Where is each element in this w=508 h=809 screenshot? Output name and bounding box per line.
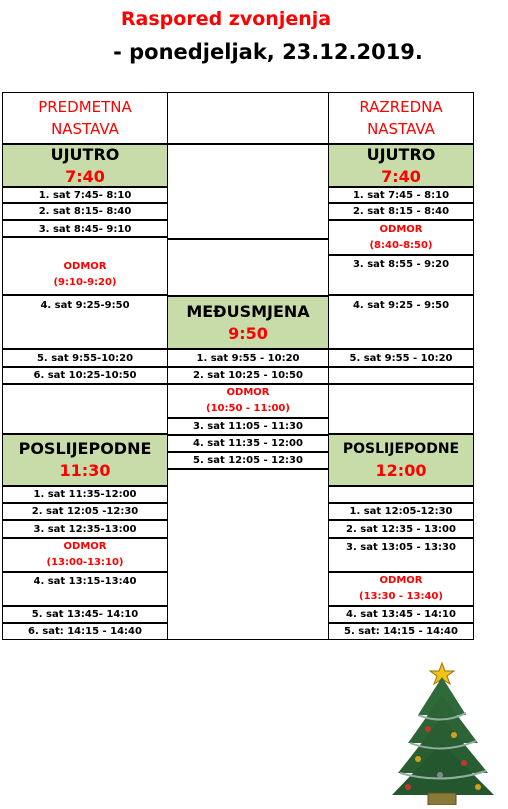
table-row: 4. sat 9:25 - 9:50 (328, 295, 474, 349)
table-row: 5. sat 13:45- 14:10 (2, 606, 168, 623)
razredna-morning-header: UJUTRO 7:40 (328, 144, 474, 187)
break-row: ODMOR (13:30 - 13:40) (328, 572, 474, 606)
table-row: 6. sat: 14:15 - 14:40 (2, 623, 168, 640)
table-row: 4. sat 11:35 - 12:00 (167, 435, 329, 452)
table-row: 2. sat 10:25 - 10:50 (167, 367, 329, 384)
table-row: 4. sat 13:45 - 14:10 (328, 606, 474, 623)
table-row: 4. sat 9:25-9:50 (2, 295, 168, 349)
table-row: 1. sat 7:45- 8:10 (2, 187, 168, 203)
table-row: 3. sat 12:35-13:00 (2, 520, 168, 538)
table-row: 4. sat 13:15-13:40 (2, 572, 168, 606)
empty-cell (167, 92, 329, 144)
table-row: 2. sat 12:35 - 13:00 (328, 520, 474, 538)
empty-cell (328, 367, 474, 384)
razredna-header: RAZREDNA NASTAVA (328, 92, 474, 144)
table-row: 1. sat 9:55 - 10:20 (167, 349, 329, 367)
break-row: ODMOR (8:40-8:50) (328, 220, 474, 255)
predmetna-header: PREDMETNA NASTAVA (2, 92, 168, 144)
empty-cell (167, 144, 329, 239)
medusmjena-header: MEĐUSMJENA 9:50 (167, 296, 329, 349)
empty-cell (167, 239, 329, 296)
predmetna-afternoon-header: POSLIJEPODNE 11:30 (2, 434, 168, 486)
predmetna-morning-header: UJUTRO 7:40 (2, 144, 168, 187)
empty-cell (167, 469, 329, 640)
table-row: 2. sat 8:15 - 8:40 (328, 203, 474, 220)
table-row: 3. sat 8:45- 9:10 (2, 220, 168, 237)
razredna-afternoon-header: POSLIJEPODNE 12:00 (328, 434, 474, 486)
empty-cell (328, 384, 474, 434)
table-row: 1. sat 12:05-12:30 (328, 503, 474, 520)
empty-cell (2, 384, 168, 434)
table-row: 5. sat 9:55 - 10:20 (328, 349, 474, 367)
schedule-date: - ponedjeljak, 23.12.2019. (113, 40, 423, 64)
break-row: ODMOR (10:50 - 11:00) (167, 384, 329, 418)
table-row: 3. sat 11:05 - 11:30 (167, 418, 329, 435)
table-row: 3. sat 13:05 - 13:30 (328, 538, 474, 572)
table-row: 1. sat 11:35-12:00 (2, 486, 168, 503)
table-row: 3. sat 8:55 - 9:20 (328, 255, 474, 295)
table-row: 5. sat: 14:15 - 14:40 (328, 623, 474, 640)
break-row: ODMOR (13:00-13:10) (2, 538, 168, 572)
christmas-tree-icon (388, 655, 508, 805)
table-row: 6. sat 10:25-10:50 (2, 367, 168, 384)
break-row: ODMOR (9:10-9:20) (2, 255, 168, 295)
table-row (2, 237, 168, 255)
table-row: 5. sat 9:55-10:20 (2, 349, 168, 367)
table-row: 2. sat 12:05 -12:30 (2, 503, 168, 520)
table-row: 5. sat 12:05 - 12:30 (167, 452, 329, 469)
schedule-title: Raspored zvonjenja (120, 8, 332, 30)
table-row: 2. sat 8:15- 8:40 (2, 203, 168, 220)
empty-cell (328, 486, 474, 503)
table-row: 1. sat 7:45 - 8:10 (328, 187, 474, 203)
